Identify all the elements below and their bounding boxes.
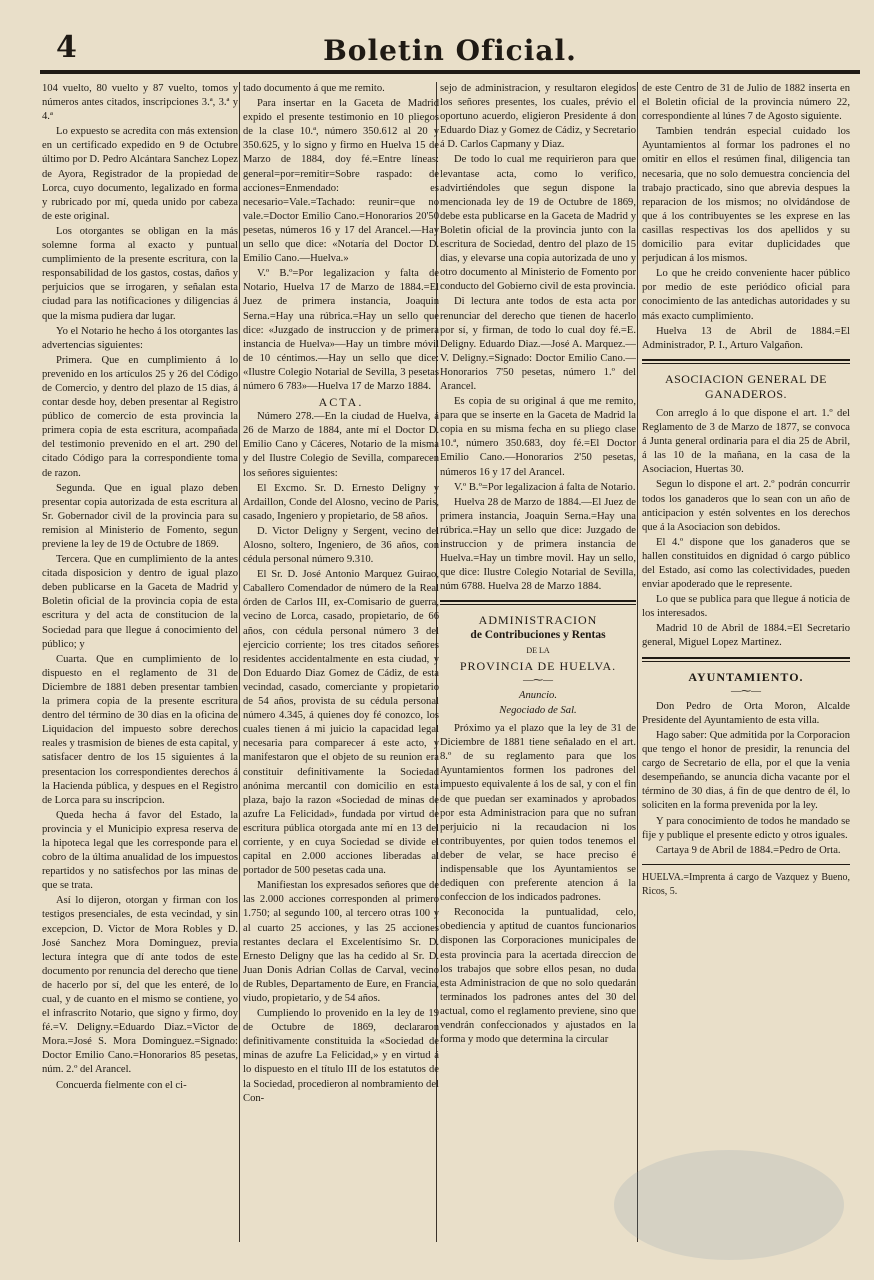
page-number: 4	[56, 30, 77, 65]
paragraph: sejo de administracion, y resultaron elegidos los señores presentes, los cuales, prévio el oportuno acuerdo, eligieron Presidente á don Eduardo Diaz y Gomez de Cádiz, y Secretario á D. Carlos Capmany y Diaz.	[440, 83, 636, 151]
paragraph: Reconocida la puntualidad, celo, obediencia y aptitud de cuantos funcionarios disponen las Corporaciones municipales de esta provincia para la acertada direccion de los trabajos que sobre ellos pesan, no duda esta Administracion de que no solo quedarán terminados los padrones antes del 30 del actual, como el reglamento previene, sino que vendrán confeccionados y ajustados en la forma y modo que determina la circular	[440, 907, 636, 1046]
paragraph: Es copia de su original á que me remito, para que se inserte en la Gaceta de Madrid la copia en su misma fecha en su pliego clase 10.ª, número 350.683, doy fé.=El Doctor Emilio Cano.—Honorarios 2'50 pesetas, números 16 y 17 del Arancel.	[440, 396, 636, 478]
masthead-title: Boletin Oficial.	[323, 34, 577, 67]
paragraph: Cartaya 9 de Abril de 1884.=Pedro de Orta.	[656, 844, 841, 856]
asociacion-subheading: GANADEROS.	[704, 386, 787, 401]
column-1	[42, 82, 238, 1242]
section-rule	[642, 657, 850, 662]
section-rule	[642, 359, 850, 364]
paragraph: Manifiestan los expresados señores que de las 2.000 acciones corresponden al primero 1.750; al segundo 100, al tercero otras 100 y al cuarto 25 acciones, y las 25 acciones restantes declara el Excelentísimo Sr. D. Ernesto Deligny que las ha cedido al Sr. D. Juan Donis Adrian Collas de Carval, vecino de Rubles, Departamento de Eure, en Francia, viudo, propietario, y de 54 años.	[243, 880, 439, 1004]
header-rule	[40, 70, 860, 74]
paragraph: Huelva 13 de Abril de 1884.=El Administrador, P. I., Arturo Valgañon.	[642, 325, 850, 351]
ayuntamiento-heading: AYUNTAMIENTO.	[688, 669, 804, 684]
paragraph: Madrid 10 de Abril de 1884.=El Secretario general, Miguel Lopez Martinez.	[642, 623, 850, 649]
imprint-line: HUELVA.=Imprenta á cargo de Vazquez y Bueno, Ricos, 5.	[642, 871, 850, 897]
paragraph: Yo el Notario he hecho á los otorgantes las advertencias siguientes:	[42, 325, 238, 351]
paragraph: V.º B.º=Por legalizacion á falta de Notario.	[454, 481, 636, 493]
anuncio-label: Anuncio.	[519, 689, 557, 701]
column-2	[243, 82, 439, 1242]
paragraph: Primera. Que en cumplimiento á lo prevenido en los artículos 25 y 26 del Código de Comercio, y dentro del plazo de 15 dias, á contar desde hoy, deben presentar al Registro público de comercio de esta provincia la primera copia de esta escritura, acompañada del testimonio prevenido en el art. 290 del citado Código para la correspondiente toma de razon.	[42, 354, 238, 479]
ornament-dash: —⁓—	[523, 674, 553, 686]
paragraph: El Sr. D. José Antonio Marquez Guirao, Caballero Comendador de número de la Real órden de Carlos III, ex-Comisario de guerra, vecino de Lorca, casado, propietario, de 66 años, con cédula personal número 3 del ejercicio corriente; los tres citados señores residentes accidentalmente en esta ciudad, y Don Eduardo Diaz Gomez de Cádiz, de esta vecindad, casado, comerciante y propietario de 54 años, provista de su cédula personal número 4.345, á quienes doy fé conozco, los cuales tienen á mi juicio la capacidad legal necesaria para comparecer á este acto, y manifestaron que el objeto de su reunion era constituir definitivamente la Sociedad anónima mercantil con domicilio en esta plaza, bajo la razon «Sociedad de minas de azufre La Felicidad», fundada por virtud de escritura pública otorgada ante mí en 13 del corriente, y en cuya Sociedad se divide el capital en 2.000 acciones liberadas al portador de 500 pesetas cada una.	[243, 569, 439, 877]
paragraph: Cumpliendo lo provenido en la ley de 19 de Octubre de 1869, declararon definitivamente constituida la «Sociedad de minas de azufre La Felicidad,» y en virtud á lo dispuesto en el título III de los estatutos de la Sociedad, procedieron al nombramiento del Con-	[243, 1008, 439, 1104]
asociacion-heading: ASOCIACION GENERAL DE	[664, 371, 828, 386]
paragraph: Concuerda fielmente con el ci-	[56, 1079, 187, 1091]
paragraph: Número 278.—En la ciudad de Huelva, á 26 de Marzo de 1884, ante mí el Doctor D. Emilio Cano y Cáceres, Notario de la misma y del Ilustre Colegio de Sevilla, comparecen los señores siguientes:	[243, 411, 439, 479]
paragraph: Los otorgantes se obligan en la más solemne forma al exacto y puntual cumplimiento de la presente escritura, con la responsabilidad de los gastos, costas, daños y perjuicios que se irrogaren, y señalan esta ciudad para las notificaciones y diligencias á que la misma pudiera dar lugar.	[42, 225, 238, 322]
paragraph: Y para conocimiento de todos he mandado se fije y publique el presente edicto y otros iguales.	[642, 815, 850, 841]
admin-province: PROVINCIA DE HUELVA.	[459, 658, 617, 673]
paragraph: Para insertar en la Gaceta de Madrid expido el presente testimonio en 10 pliegos de la clase 10.ª, número 350.612 al 20 y 350.625, y lo signo y firmo en Huelva 15 de Marzo de 1884, doy fé.=Entre líneas: general=por=remitir=Sobre raspado: de acciones=Enmendado: es necesario=Vale.=Tachado: reunir=que no vale.=Doctor Emilio Cano.=Honorarios 20'50 pesetas, números 16 y 17 del Arancel.—Hay un sello que dice: «Notaría del Doctor D. Emilio Cano.—Huelva.»	[243, 98, 439, 265]
admin-heading: ADMINISTRACION	[478, 613, 598, 628]
admin-subheading: de Contribuciones y Rentas	[470, 629, 606, 642]
paragraph: De todo lo cual me requirieron para que levantase acta, como lo verifico, advirtiéndoles que segun dispone la mencionada ley de 19 de Octubre de 1869, debe esta publicarse en la Gaceta de Madrid y Boletin oficial de la provincia junto con la escritura de Sociedad, dentro del plazo de 15 dias, y elevarse una copia autorizada de uno y otro documento al Ministerio de Fomento por conducto del Gobierno civil de esta provincia.	[440, 154, 636, 293]
paragraph: 104 vuelto, 80 vuelto y 87 vuelto, tomos y números antes citados, inscripciones 3.ª, 3.ª y 4.ª	[42, 83, 238, 123]
column-divider	[239, 82, 240, 1242]
acta-heading: ACTA.	[318, 395, 364, 410]
paragraph: Cuarta. Que en cumplimiento de lo dispuesto en el reglamento de 31 de Diciembre de 1881 deben presentar tambien la primera copia de la presente escritura dentro del término de 30 dias en la oficina de Liquidacion del impuesto sobre derechos reales y trasmision de bienes de esta capital, y satisfacer dentro de los 15 siguientes á la presentacion los correspondientes derechos á la Hacienda pública, y despues en el Registro de Lorca para su inscripcion.	[42, 653, 238, 806]
paragraph: Lo que he creido conveniente hacer público por medio de este periódico oficial para conocimiento de las antedichas autoridades y su más exacto cumplimiento.	[642, 268, 850, 322]
paragraph: El 4.º dispone que los ganaderos que se hallen constituidos en dignidad ó cargo público del Estado, así como las colectividades, pueden enviar apoderado que le represente.	[642, 536, 850, 591]
column-4	[642, 82, 850, 1242]
paragraph: Próximo ya el plazo que la ley de 31 de Diciembre de 1881 tiene señalado en el art. 8.º de su reglamento para que los Ayuntamientos formen los padrones del impuesto equivalente á los de sal, y con el fin de que puedan ser examinados y aprobados por esta Administracion para que no sufran perjuicio ni la recaudacion ni los contribuyentes, por quien todos tenemos el deber de velar, se hace preciso é indispensable que los Ayuntamientos se dediquen con preferente atencion á la confeccion de los indicados padrones.	[440, 723, 636, 904]
section-rule	[440, 600, 636, 605]
paragraph: Huelva 28 de Marzo de 1884.—El Juez de primera instancia, Joaquin Serna.=Hay una rúbrica.=Hay un sello que dice: Juzgado de instruccion y de primera instancia de Huelva.=Hay un timbre movil. Hay un sello, que dice: Ilustre Colegio Notarial de Sevilla, núm 6788. Huelva 28 de Marzo 1884.	[440, 496, 636, 593]
paragraph: Segunda. Que en igual plazo deben presentar copia autorizada de esta escritura al Sr. Gobernador civil de la provincia para su remision al Ministerio de Fomento, segun previene la ley de 19 de Octubre de 1869.	[42, 482, 238, 550]
paragraph: Lo que se publica para que llegue á noticia de los interesados.	[642, 594, 850, 620]
paragraph: V.º B.º=Por legalizacion y falta de Notario, Huelva 17 de Marzo de 1884.=El Juez de primera instancia, Joaquin Serna.=Hay una rúbrica.=Hay un sello que dice: «Juzgado de instruccion y de primera instancia de Huelva»—Hay un timbre móvil de 10 céntimos.—Hay un sello que dice: «Ilustre Colegio Notarial de Sevilla, 3 pesetas número 6 783»—Huelva 17 de Marzo 1884.	[243, 268, 439, 392]
column-3	[440, 82, 636, 1242]
paragraph: Hago saber: Que admitida por la Corporacion que tengo el honor de presidir, la renuncia del cargo de Secretario de ella, por el que la venia desempeñando, se anuncia dicha vacante por el término de 30 dias, á fin de que dentro de él, lo soliciten en la forma prevenida por la ley.	[642, 729, 850, 812]
negociado-label: Negociado de Sal.	[499, 704, 577, 716]
page-header	[40, 30, 860, 70]
footer-rule	[642, 864, 850, 865]
paragraph: Así lo dijeron, otorgan y firman con los testigos presenciales, de esta vecindad, y sin excepcion, D. Victor de Mora Robles y D. José Sanchez Mora Dominguez, previa lectura íntegra que dí ante todos de este documento por renuncia del derecho que tiene de hacerlo por sí, del que les enteré, de lo cual, y de cuanto en el mismo se contiene, yo el infrascrito Notario, que signo y firmo, doy fé.=V. Deligny.=Eduardo Diaz.=Victor de Mora.=José S. Mora Dominguez.=Signado: Doctor Emilio Cano.=Honorarios 85 pesetas, núm. 2.º del Arancel.	[42, 895, 238, 1076]
paragraph: Tambien tendrán especial cuidado los Ayuntamientos al formar los padrones el no omitir en ellos el resúmen final, diligencia tan necesaria, que no solo demuestra conciencia del trabajo practicado, sino que abrevia despues la reparacion de los mismos; no olvidándose de que á los contribuyentes se les exprese en las casillas respectivas los dos apellidos y su domicilio para evitar duplicidades que perjudican á los mismos.	[642, 126, 850, 265]
ornament-dash: —⁓—	[731, 685, 761, 697]
paragraph: Don Pedro de Orta Moron, Alcalde Presidente del Ayuntamiento de esta villa.	[642, 700, 850, 726]
admin-de-la: DE LA	[526, 645, 550, 655]
paragraph: Queda hecha á favor del Estado, la provincia y el Municipio expresa reserva de la hipoteca legal que les corresponde para el cobro de la última anualidad de los impuestos repartidos y no satisfechos por las minas de que se trata.	[42, 809, 238, 892]
paragraph: D. Victor Deligny y Sergent, vecino del Alosno, soltero, Ingeniero, de 36 años, con cédula personal número 9.310.	[243, 525, 439, 566]
paragraph: Di lectura ante todos de esta acta por renunciar del derecho que tienen de hacerlo por sí, y firman, de todo lo cual doy fé.=E. Deligny. Eduardo Diaz.—José A. Marquez.—V. Deligny.=Signado: Doctor Emilio Cano.—Honorarios 7'50 pesetas, número 1.º del Arancel.	[440, 296, 636, 392]
paragraph: El Excmo. Sr. D. Ernesto Deligny y Ardaillon, Conde del Alosno, vecino de Paris, casado, Ingeniero y propietario, de 58 años.	[243, 482, 439, 522]
library-watermark	[614, 1150, 844, 1260]
paragraph: Tercera. Que en cumplimiento de la antes citada disposicion y dentro de igual plazo deben publicarse en la Gaceta de Madrid y Boletin oficial de la provincia copia de esta escritura y del acta de constitucion de la Sociedad para que llegue á conocimiento del público; y	[42, 554, 238, 650]
paragraph: tado documento á que me remito.	[243, 83, 385, 94]
paragraph: Lo expuesto se acredita con más extension en un certificado expedido en 9 de Octubre último por D. Pedro Alcántara Sanchez Lopez de Ayora, Registrador de la propiedad de Lorca, cuyo documento, legalizado en forma y rubricado por mí, queda unido por cabeza de este original.	[42, 126, 238, 222]
paragraph: Con arreglo á lo que dispone el art. 1.º del Reglamento de 3 de Marzo de 1877, se convoca á Junta general ordinaria para el dia 25 de Abril, á las 10 de la mañana, en la casa de la Asociacion, Huertas 30.	[642, 407, 850, 476]
column-divider	[637, 82, 638, 1242]
paragraph: de este Centro de 31 de Julio de 1882 inserta en el Boletin oficial de la provincia número 22, correspondiente al lúnes 7 de Agosto siguiente.	[642, 83, 850, 123]
paragraph: Segun lo dispone el art. 2.º podrán concurrir todos los ganaderos que lo sean con un año de anticipacion y estén solventes en los derechos que á la Asociacion son debidos.	[642, 479, 850, 533]
